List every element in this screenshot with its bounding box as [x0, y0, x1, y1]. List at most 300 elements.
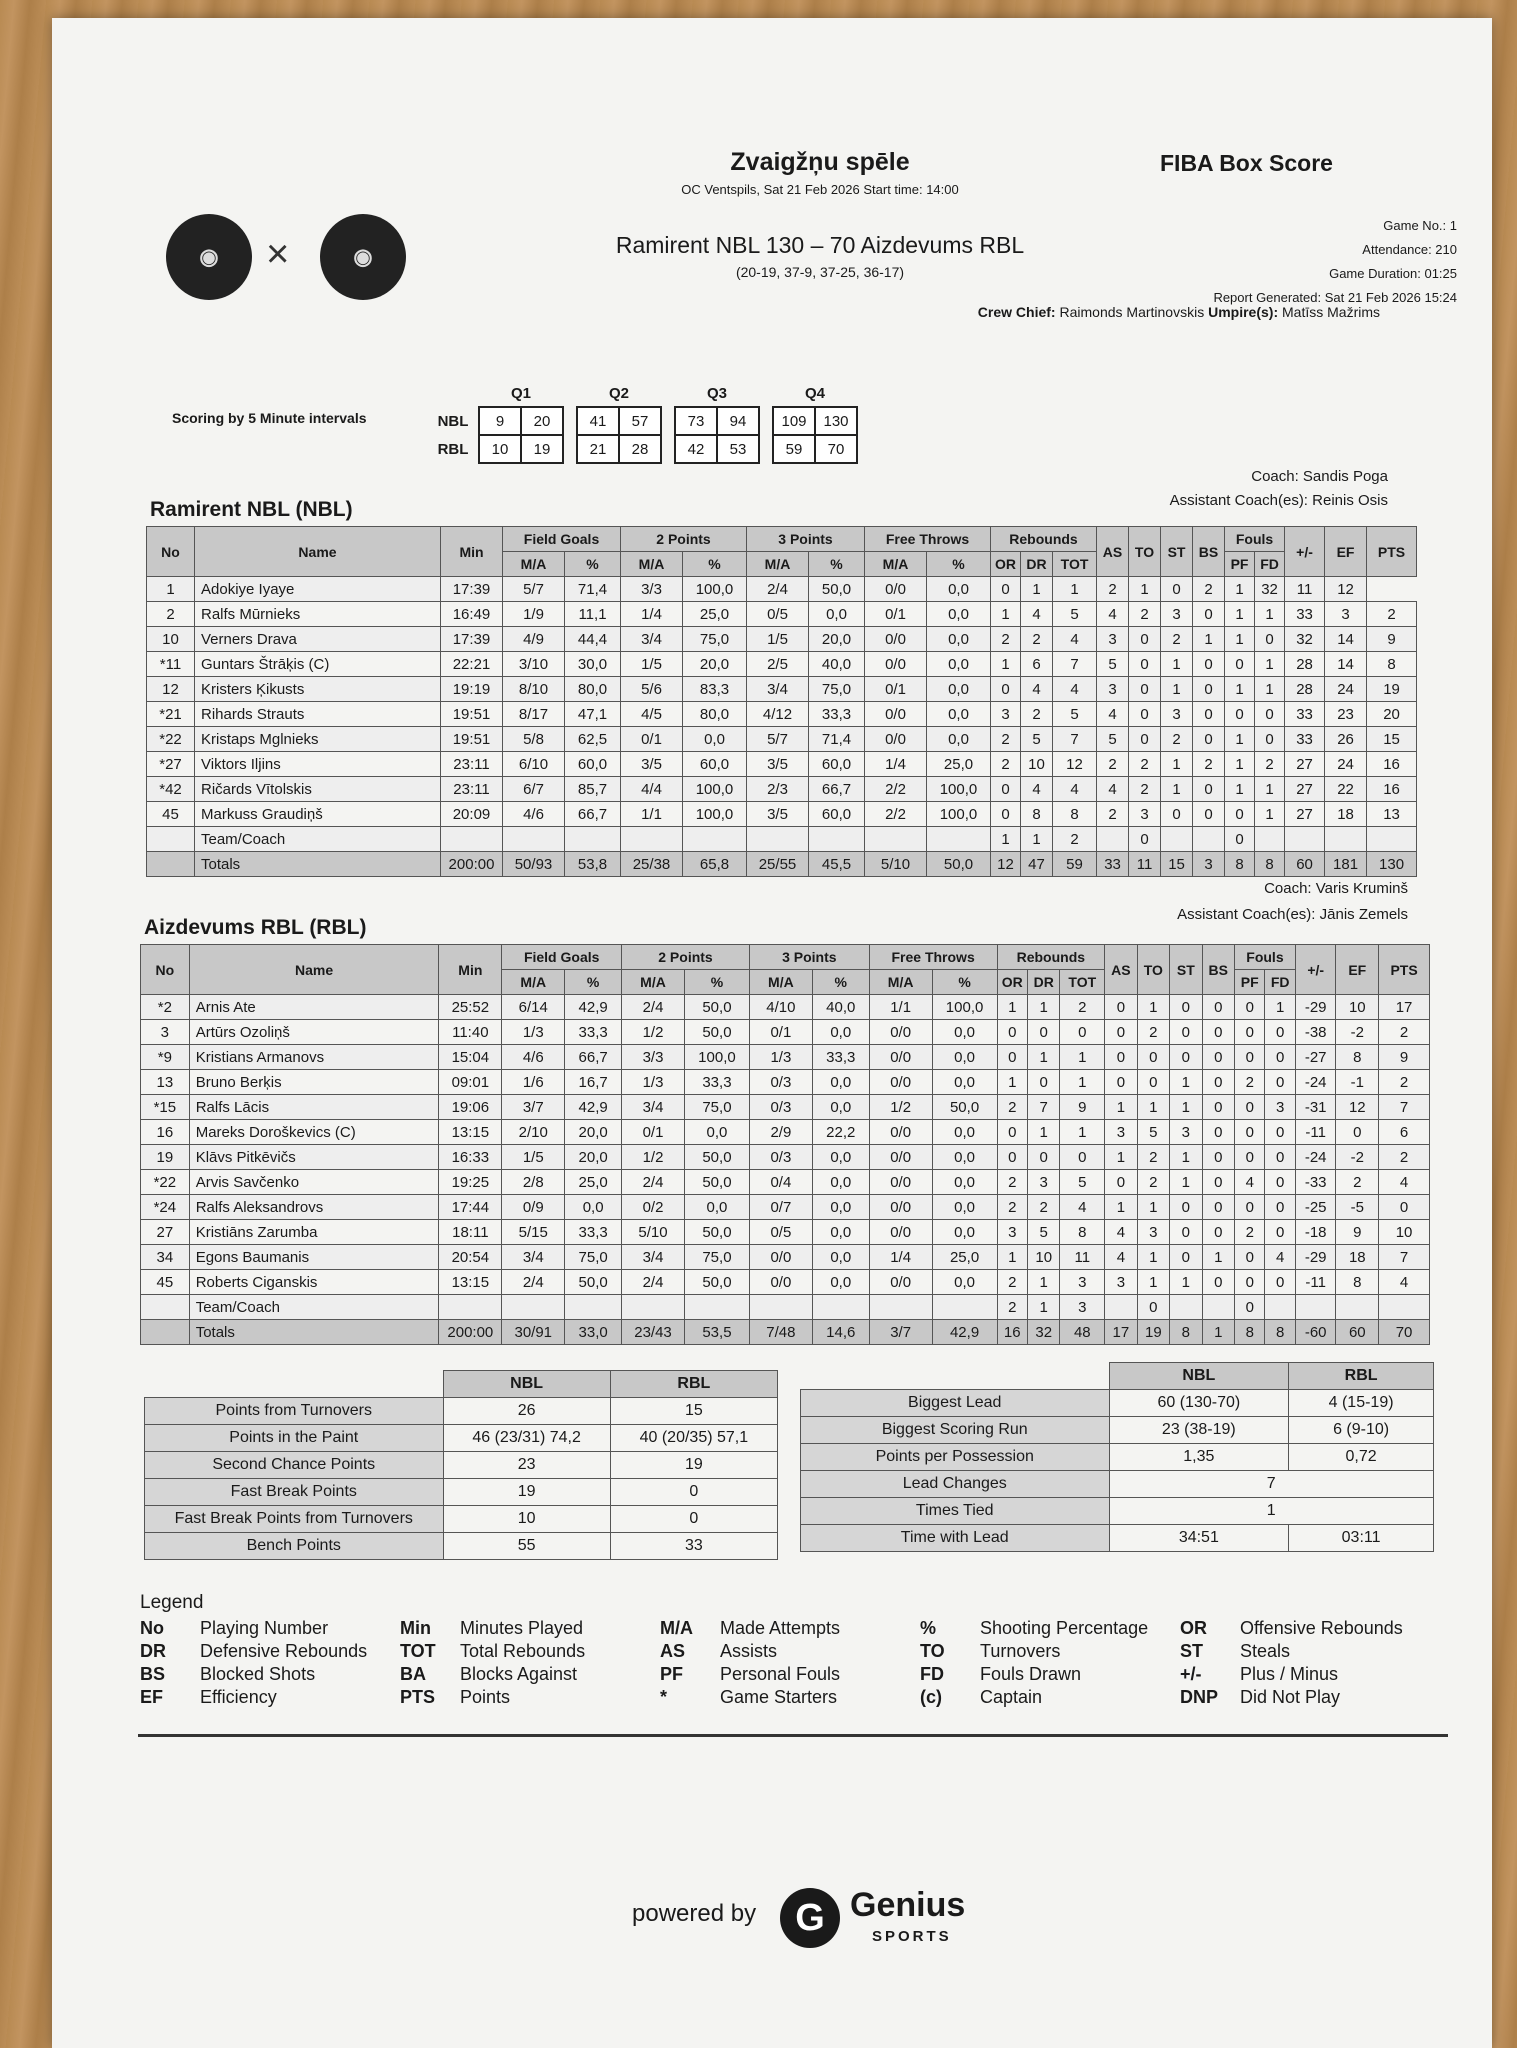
stat-cell: 1/2 [869, 1095, 932, 1120]
stat-cell [147, 852, 195, 877]
stat-cell: 0 [1255, 727, 1285, 752]
stat-value: 60 (130-70) [1109, 1390, 1289, 1417]
stat-cell: 0,0 [927, 577, 991, 602]
stat-cell: 1 [1027, 1045, 1059, 1070]
stat-cell: -24 [1295, 1145, 1336, 1170]
stat-cell: 4 [1097, 702, 1129, 727]
stat-cell: 33,0 [565, 1320, 622, 1345]
stat-cell: 0 [1225, 827, 1255, 852]
stat-cell: 2/4 [502, 1270, 565, 1295]
legend-item [400, 1641, 585, 1664]
stat-cell: 71,4 [809, 727, 865, 752]
stat-cell: 0,0 [812, 1245, 869, 1270]
col-group-header: 3 Points [749, 945, 869, 970]
team1-assistant: Assistant Coach(es): Reinis Osis [1169, 492, 1388, 509]
team-stat-row [801, 1471, 1434, 1498]
stat-cell: *2 [141, 995, 190, 1020]
stat-cell: 0 [991, 577, 1021, 602]
stat-cell: 1/4 [869, 1245, 932, 1270]
player-name: Kristians Armanovs [189, 1045, 439, 1070]
legend-item [920, 1641, 1148, 1664]
stat-cell: 0 [991, 802, 1021, 827]
stat-cell: 11 [1285, 577, 1325, 602]
stat-cell: 100,0 [927, 777, 991, 802]
stat-cell: 50,0 [927, 852, 991, 877]
stat-label: Bench Points [145, 1533, 444, 1560]
stat-cell: 65,8 [683, 852, 747, 877]
stat-label: Time with Lead [801, 1525, 1110, 1552]
stat-value: 1,35 [1109, 1444, 1289, 1471]
stat-cell: 33,3 [809, 702, 865, 727]
stat-label: Lead Changes [801, 1471, 1110, 1498]
legend-desc: Shooting Percentage [980, 1618, 1149, 1638]
interval-table [428, 380, 858, 464]
team-coach-row [147, 827, 1417, 852]
legend-abbr: PTS [400, 1687, 436, 1707]
stat-cell: 0 [1129, 677, 1161, 702]
legend-abbr: ST [1180, 1641, 1204, 1661]
stat-cell: 100,0 [683, 777, 747, 802]
player-name: Adokiye Iyaye [195, 577, 441, 602]
player-name: Mareks Doroškevics (C) [189, 1120, 439, 1145]
interval-cell: 53 [717, 435, 759, 463]
legend-desc: Captain [980, 1687, 1043, 1707]
col-subheader: FD [1265, 970, 1295, 995]
stat-cell: -29 [1295, 1245, 1336, 1270]
attendance: Attendance: 210 [1362, 242, 1457, 257]
col-header: BS [1202, 945, 1234, 995]
stat-cell: 4 [1105, 1220, 1137, 1245]
player-name: Viktors Iljins [195, 752, 441, 777]
stat-cell: 19:25 [439, 1170, 502, 1195]
stat-cell: 48 [1060, 1320, 1105, 1345]
stat-cell: 181 [1325, 852, 1367, 877]
stat-cell: 2/4 [622, 1170, 685, 1195]
stat-cell: 33 [1285, 727, 1325, 752]
stat-cell: 8 [1060, 1220, 1105, 1245]
team-stat-row [801, 1444, 1434, 1471]
stat-cell [621, 827, 683, 852]
stat-cell: 22:21 [441, 652, 503, 677]
stat-cell: 0 [1137, 1295, 1169, 1320]
col-group-header: Free Throws [865, 527, 991, 552]
stat-cell: 1 [1137, 1095, 1169, 1120]
col-header: No [147, 527, 195, 577]
stat-cell: 1 [1255, 652, 1285, 677]
stat-cell: 3/3 [621, 577, 683, 602]
stat-cell: 9 [1379, 1045, 1430, 1070]
stat-cell: 1/1 [869, 995, 932, 1020]
stat-cell: 17:39 [441, 627, 503, 652]
stat-cell: 2 [1193, 752, 1225, 777]
interval-cell: 94 [717, 407, 759, 435]
stat-cell: 1/3 [622, 1070, 685, 1095]
stat-cell: 3/5 [747, 802, 809, 827]
stat-cell [1161, 827, 1193, 852]
stat-cell: 1/2 [622, 1020, 685, 1045]
stat-cell: 0 [1129, 702, 1161, 727]
stat-cell: 4 [1021, 777, 1053, 802]
stat-cell: 30/91 [502, 1320, 565, 1345]
stat-cell: 26 [1325, 727, 1367, 752]
stat-cell: 0/9 [502, 1195, 565, 1220]
stat-cell: 7 [1027, 1095, 1059, 1120]
stat-cell: 6 [1021, 652, 1053, 677]
stat-value: 34:51 [1109, 1525, 1289, 1552]
interval-cell: 70 [815, 435, 857, 463]
stat-cell: 6/14 [502, 995, 565, 1020]
stat-cell: 2 [1193, 577, 1225, 602]
team-stats-right-table [800, 1362, 1434, 1552]
stat-cell: -25 [1295, 1195, 1336, 1220]
stat-cell: 0 [1193, 702, 1225, 727]
umpire-label: Umpire(s): [1208, 304, 1279, 320]
stat-cell: *22 [147, 727, 195, 752]
stat-cell: 200:00 [439, 1320, 502, 1345]
stat-cell: 2/8 [502, 1170, 565, 1195]
col-group-header: 2 Points [621, 527, 747, 552]
stat-cell: 71,4 [565, 577, 621, 602]
stat-cell: 0 [1060, 1145, 1105, 1170]
col-group-header: Rebounds [991, 527, 1097, 552]
col-subheader: % [565, 552, 621, 577]
stat-value: 33 [610, 1533, 777, 1560]
stat-cell [683, 827, 747, 852]
stat-cell: 0 [1202, 1220, 1234, 1245]
stat-cell: 5/6 [621, 677, 683, 702]
stat-cell: 18:11 [439, 1220, 502, 1245]
stat-cell: 25/38 [621, 852, 683, 877]
stat-cell: 6/10 [503, 752, 565, 777]
stat-cell: 1 [1053, 577, 1097, 602]
stat-cell: 0/0 [869, 1070, 932, 1095]
stat-cell: 75,0 [684, 1095, 749, 1120]
powered-by-label: powered by [632, 1900, 757, 1927]
stat-cell: 53,5 [684, 1320, 749, 1345]
stat-cell: 2 [1379, 1070, 1430, 1095]
stat-cell: 0/0 [869, 1020, 932, 1045]
interval-cell: 57 [619, 407, 661, 435]
col-group-header: 2 Points [622, 945, 750, 970]
stat-cell: 0 [1235, 995, 1265, 1020]
legend-desc: Efficiency [200, 1687, 277, 1707]
col-header: EF [1325, 527, 1367, 577]
stat-cell: 5/8 [503, 727, 565, 752]
stat-cell: 59 [1053, 852, 1097, 877]
stat-cell: 60,0 [565, 752, 621, 777]
stat-cell: 8/17 [503, 702, 565, 727]
player-name: Artūrs Ozoliņš [189, 1020, 439, 1045]
stat-cell: 1 [1225, 777, 1255, 802]
stat-cell: 0 [1235, 1020, 1265, 1045]
legend-item [1180, 1664, 1403, 1687]
stat-cell: 1 [1170, 1070, 1202, 1095]
stat-cell [1255, 827, 1285, 852]
stat-cell: 0 [1265, 1170, 1295, 1195]
player-row [147, 652, 1417, 677]
stat-cell: 0 [1060, 1020, 1105, 1045]
stat-cell: 4 [1053, 777, 1097, 802]
col-header: AS [1105, 945, 1137, 995]
stat-cell: 0,0 [812, 1195, 869, 1220]
stat-cell: 9 [1367, 627, 1417, 652]
col-header: No [141, 945, 190, 995]
stat-cell: 5/10 [622, 1220, 685, 1245]
stat-cell: 0 [1105, 1045, 1137, 1070]
col-group-header: Rebounds [997, 945, 1105, 970]
stat-cell: 2 [1379, 1020, 1430, 1045]
stat-cell: 60,0 [809, 802, 865, 827]
stat-cell: 47 [1021, 852, 1053, 877]
stat-cell: 25:52 [439, 995, 502, 1020]
legend-item [660, 1687, 840, 1710]
stat-cell: 11 [1060, 1245, 1105, 1270]
stat-cell: 0,0 [932, 1195, 997, 1220]
col-subheader: TOT [1053, 552, 1097, 577]
stat-cell: 3/10 [503, 652, 565, 677]
team-header: RBL [1289, 1363, 1434, 1390]
player-name: Klāvs Pitkēvičs [189, 1145, 439, 1170]
legend-title: Legend [140, 1592, 204, 1613]
stat-cell: 3 [1060, 1295, 1105, 1320]
stat-cell: 6 [1379, 1120, 1430, 1145]
team-stat-row [145, 1398, 778, 1425]
legend-abbr: TOT [400, 1641, 436, 1661]
report-generated: Report Generated: Sat 21 Feb 2026 15:24 [1213, 290, 1457, 305]
stat-cell: 19 [1137, 1320, 1169, 1345]
col-subheader: M/A [622, 970, 685, 995]
player-row [147, 777, 1417, 802]
stat-cell: 0,0 [684, 1195, 749, 1220]
stat-cell: 16:33 [439, 1145, 502, 1170]
stat-cell: 13 [1367, 802, 1417, 827]
stat-cell [622, 1295, 685, 1320]
team-stat-row [801, 1390, 1434, 1417]
stat-cell: 1 [991, 602, 1021, 627]
team2-assistant: Assistant Coach(es): Jānis Zemels [1177, 906, 1408, 923]
stat-value: 03:11 [1289, 1525, 1434, 1552]
stat-cell: 4/5 [621, 702, 683, 727]
quarter-label: Q3 [706, 384, 727, 402]
stat-cell: 66,7 [565, 802, 621, 827]
stat-cell [1097, 827, 1129, 852]
stat-cell: 0 [1193, 777, 1225, 802]
stat-cell: 0/0 [869, 1045, 932, 1070]
crew-chief-name: Raimonds Martinovskis [1059, 304, 1205, 320]
stat-cell: 0 [1225, 702, 1255, 727]
stat-cell: -2 [1336, 1020, 1379, 1045]
stat-cell: 0 [1105, 1070, 1137, 1095]
stat-cell: 33 [1285, 702, 1325, 727]
stat-cell: 8 [1336, 1270, 1379, 1295]
stat-cell: 0/0 [865, 702, 927, 727]
stat-cell: 7/48 [749, 1320, 812, 1345]
stat-cell: 1 [1255, 677, 1285, 702]
stat-cell: 3 [1137, 1220, 1169, 1245]
stat-cell: -38 [1295, 1020, 1336, 1045]
stat-cell: 5/10 [865, 852, 927, 877]
stat-cell [1170, 1295, 1202, 1320]
stat-cell: 0,0 [932, 1020, 997, 1045]
stat-cell: 1 [1105, 1195, 1137, 1220]
stat-cell: 2/10 [502, 1120, 565, 1145]
stat-cell: 09:01 [439, 1070, 502, 1095]
col-subheader: M/A [747, 552, 809, 577]
stat-cell: 3/4 [621, 627, 683, 652]
legend-desc: Made Attempts [720, 1618, 841, 1638]
stat-cell: 28 [1285, 652, 1325, 677]
stat-cell: 13 [141, 1070, 190, 1095]
stat-cell: 17 [1379, 995, 1430, 1020]
row-label: Totals [189, 1320, 439, 1345]
stat-cell [1285, 827, 1325, 852]
stat-cell [1202, 1295, 1234, 1320]
legend-item [140, 1641, 367, 1664]
legend-item [1180, 1687, 1403, 1710]
player-name: Ričards Vītolskis [195, 777, 441, 802]
stat-cell: 19:19 [441, 677, 503, 702]
stat-cell: 11,1 [565, 602, 621, 627]
stat-cell [869, 1295, 932, 1320]
stat-cell: 0 [1202, 1020, 1234, 1045]
stat-cell: 0/0 [749, 1245, 812, 1270]
stat-cell: 45,5 [809, 852, 865, 877]
stat-cell: 0/0 [865, 652, 927, 677]
stat-cell: 10 [1336, 995, 1379, 1020]
player-row [147, 727, 1417, 752]
stat-cell: -31 [1295, 1095, 1336, 1120]
stat-cell: 8 [1170, 1320, 1202, 1345]
legend-item [400, 1618, 585, 1641]
col-subheader: % [932, 970, 997, 995]
stat-cell: 2 [1161, 727, 1193, 752]
player-name: Bruno Berķis [189, 1070, 439, 1095]
stat-cell: 4 [1021, 677, 1053, 702]
stat-cell: 10 [1027, 1245, 1059, 1270]
stat-cell: 0/0 [869, 1195, 932, 1220]
legend-item [400, 1687, 585, 1710]
team-stats-left-table [144, 1370, 778, 1560]
stat-cell [749, 1295, 812, 1320]
team-stat-row [801, 1525, 1434, 1552]
col-subheader: % [812, 970, 869, 995]
stat-cell: 0/0 [865, 727, 927, 752]
legend-column [660, 1618, 840, 1710]
legend-abbr: DNP [1180, 1687, 1219, 1707]
stat-cell [1193, 827, 1225, 852]
stat-cell: 0 [1235, 1145, 1265, 1170]
genius-logo-icon: G [780, 1888, 840, 1948]
genius-brand-sub: SPORTS [872, 1928, 952, 1945]
stat-cell: 12 [991, 852, 1021, 877]
stat-cell: 0 [1265, 1045, 1295, 1070]
stat-cell: 20 [1367, 702, 1417, 727]
stat-cell: 10 [147, 627, 195, 652]
stat-cell: 1 [1021, 577, 1053, 602]
stat-cell: 1 [1161, 777, 1193, 802]
stat-cell: 0 [1193, 602, 1225, 627]
stat-cell: 0/4 [749, 1170, 812, 1195]
stat-cell: 2 [997, 1195, 1027, 1220]
stat-cell: 3 [991, 702, 1021, 727]
legend-abbr: % [920, 1618, 937, 1638]
legend-abbr: FD [920, 1664, 944, 1684]
legend-item [920, 1664, 1148, 1687]
legend-item [1180, 1641, 1403, 1664]
stat-cell: 8 [1367, 652, 1417, 677]
stat-cell: 0 [1235, 1245, 1265, 1270]
stat-cell: 60 [1285, 852, 1325, 877]
stat-cell: 0,0 [812, 1220, 869, 1245]
divider [138, 1734, 1448, 1737]
stat-cell: 0 [1027, 1070, 1059, 1095]
stat-cell: 24 [1325, 677, 1367, 702]
col-header: Min [439, 945, 502, 995]
stat-cell: 0 [1193, 677, 1225, 702]
stat-cell: 12 [1325, 577, 1367, 602]
stat-cell: 1/4 [865, 752, 927, 777]
stat-cell: 3/7 [869, 1320, 932, 1345]
stat-cell: 50,0 [565, 1270, 622, 1295]
player-row [141, 1195, 1430, 1220]
legend-desc: Playing Number [200, 1618, 329, 1638]
final-score: Ramirent NBL 130 – 70 Aizdevums RBL [615, 232, 1025, 258]
player-name: Verners Drava [195, 627, 441, 652]
stat-cell: 22 [1325, 777, 1367, 802]
stat-cell: 0/1 [621, 727, 683, 752]
stat-cell: 0,0 [932, 1220, 997, 1245]
stat-cell [747, 827, 809, 852]
player-row [147, 602, 1417, 627]
quarter-scores: (20-19, 37-9, 37-25, 36-17) [735, 264, 905, 280]
stat-cell: 3 [997, 1220, 1027, 1245]
stat-cell: 0/0 [749, 1270, 812, 1295]
team-header: RBL [610, 1371, 777, 1398]
col-header: +/- [1295, 945, 1336, 995]
interval-cell: 10 [479, 435, 521, 463]
stat-cell: 3/5 [747, 752, 809, 777]
stat-cell: 0 [1193, 652, 1225, 677]
stat-value: 0 [610, 1479, 777, 1506]
stat-cell [565, 1295, 622, 1320]
stat-cell: 2 [1336, 1170, 1379, 1195]
stat-cell: 8/10 [503, 677, 565, 702]
stat-cell: 0 [1170, 1220, 1202, 1245]
stat-cell: 2 [1379, 1145, 1430, 1170]
stat-cell: 20,0 [683, 652, 747, 677]
stat-cell: 0,0 [812, 1270, 869, 1295]
team-stat-row [145, 1506, 778, 1533]
stat-cell: 0 [1202, 1145, 1234, 1170]
player-name: Kristers Ķikusts [195, 677, 441, 702]
stat-cell: 3 [1097, 677, 1129, 702]
stat-cell: 20:54 [439, 1245, 502, 1270]
stat-cell: 4 [1053, 677, 1097, 702]
legend-abbr: +/- [1180, 1664, 1202, 1684]
legend-abbr: PF [660, 1664, 684, 1684]
legend-column [400, 1618, 585, 1710]
legend-abbr: OR [1180, 1618, 1207, 1638]
stat-cell: -2 [1336, 1145, 1379, 1170]
stat-cell: 1/2 [622, 1145, 685, 1170]
stat-cell: 0 [1202, 995, 1234, 1020]
stat-cell: 1 [1225, 602, 1255, 627]
legend-column [1180, 1618, 1403, 1710]
stat-cell: 3 [1193, 852, 1225, 877]
stat-label: Points from Turnovers [145, 1398, 444, 1425]
legend-desc: Minutes Played [460, 1618, 584, 1638]
stat-cell: 62,5 [565, 727, 621, 752]
